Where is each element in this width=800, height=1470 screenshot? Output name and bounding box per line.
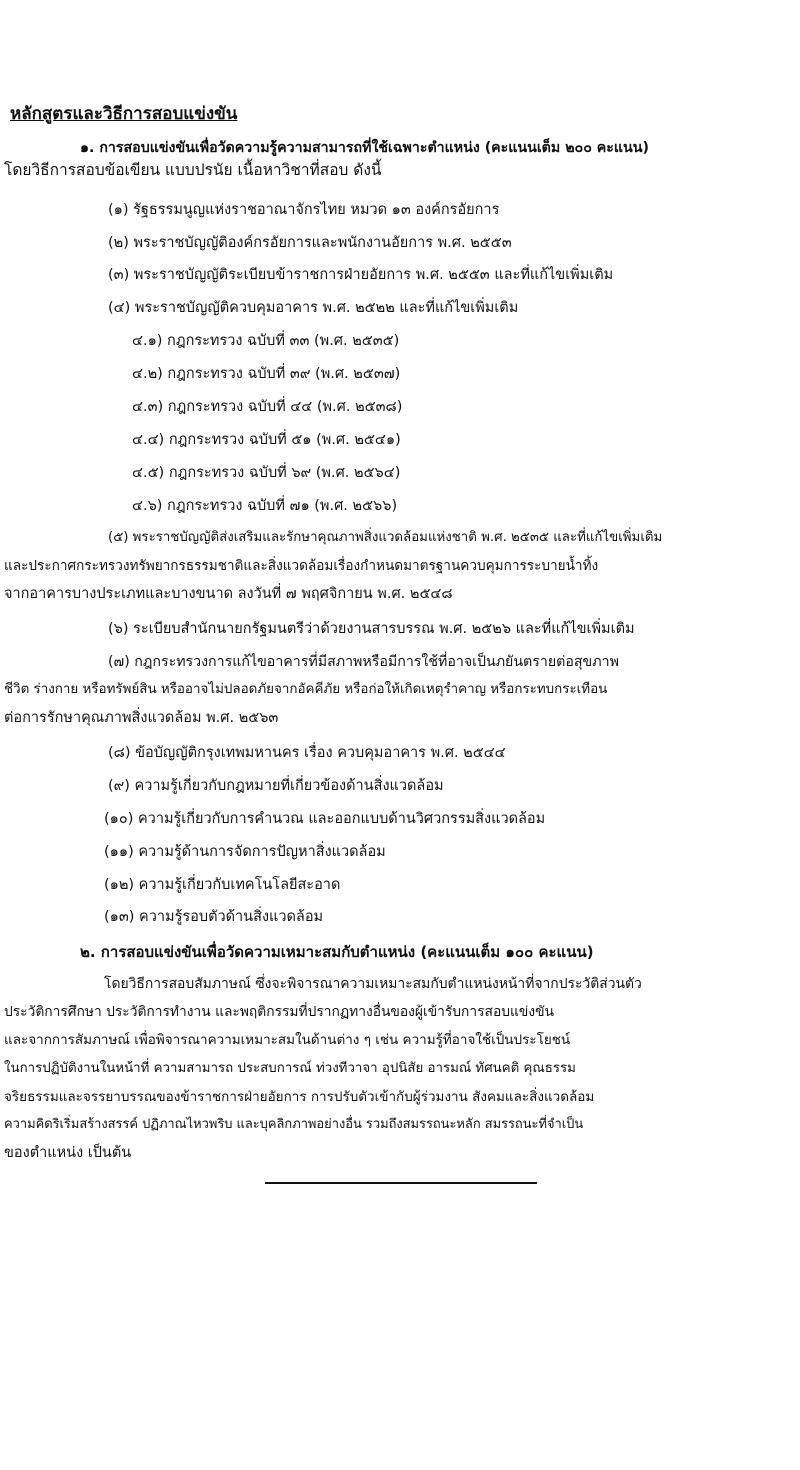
exam-topic-item-7-line: ต่อการรักษาคุณภาพสิ่งแวดล้อม พ.ศ. ๒๕๖๓ — [4, 710, 279, 726]
exam-topic-item: (๖) ระเบียบสำนักนายกรัฐมนตรีว่าด้วยงานสารบรรณ พ.ศ. ๒๕๒๖ และที่แก้ไขเพิ่มเติม — [108, 621, 635, 637]
section2-title: ๒. การสอบแข่งขันเพื่อวัดความเหมาะสมกับตำแหน่ง (คะแนนเต็ม ๑๐๐ คะแนน) — [80, 943, 594, 961]
exam-topic-item: (๑๑) ความรู้ด้านการจัดการปัญหาสิ่งแวดล้อม — [104, 844, 386, 860]
exam-topic-item: (๔) พระราชบัญญัติควบคุมอาคาร พ.ศ. ๒๕๒๒ และที่แก้ไขเพิ่มเติม — [108, 300, 519, 316]
section2-paragraph-line: และจากการสัมภาษณ์ เพื่อพิจารณาความเหมาะสมในด้านต่าง ๆ เช่น ความรู้ที่อาจใช้เป็นประโยชน์ — [4, 1032, 571, 1048]
ministerial-regulation-item: ๔.๔) กฎกระทรวง ฉบับที่ ๕๑ (พ.ศ. ๒๕๔๑) — [132, 432, 401, 448]
exam-topic-item-5-line: (๕) พระราชบัญญัติส่งเสริมและรักษาคุณภาพสิ่งแวดล้อมแห่งชาติ พ.ศ. ๒๕๓๕ และที่แก้ไขเพิ่มเติม — [108, 530, 663, 545]
exam-topic-item: (๑๐) ความรู้เกี่ยวกับการคำนวณ และออกแบบด้านวิศวกรรมสิ่งแวดล้อม — [104, 811, 546, 827]
section2-paragraph-line: ความคิดริเริ่มสร้างสรรค์ ปฏิภาณไหวพริบ และบุคลิกภาพอย่างอื่น รวมถึงสมรรถนะหลัก สมรรถนะที่จำเป็น — [4, 1117, 584, 1132]
ministerial-regulation-item: ๔.๕) กฎกระทรวง ฉบับที่ ๖๙ (พ.ศ. ๒๕๖๔) — [132, 465, 401, 481]
document-heading: หลักสูตรและวิธีการสอบแข่งขัน — [10, 104, 238, 124]
exam-topic-item: (๑๒) ความรู้เกี่ยวกับเทคโนโลยีสะอาด — [104, 877, 341, 893]
exam-topic-item: (๑๓) ความรู้รอบตัวด้านสิ่งแวดล้อม — [104, 909, 324, 925]
exam-topic-item: (๑) รัฐธรรมนูญแห่งราชอาณาจักรไทย หมวด ๑๓ องค์กรอัยการ — [108, 202, 500, 218]
end-divider — [265, 1182, 537, 1184]
section1-intro: โดยวิธีการสอบข้อเขียน แบบปรนัย เนื้อหาวิชาที่สอบ ดังนี้ — [4, 161, 382, 179]
exam-topic-item-5-line: จากอาคารบางประเภทและบางขนาด ลงวันที่ ๗ พฤศจิกายน พ.ศ. ๒๕๔๘ — [4, 586, 453, 602]
exam-topic-item: (๓) พระราชบัญญัติระเบียบข้าราชการฝ่ายอัยการ พ.ศ. ๒๕๕๓ และที่แก้ไขเพิ่มเติม — [108, 267, 614, 283]
ministerial-regulation-item: ๔.๑) กฎกระทรวง ฉบับที่ ๓๓ (พ.ศ. ๒๕๓๕) — [132, 333, 400, 349]
ministerial-regulation-item: ๔.๓) กฎกระทรวง ฉบับที่ ๔๔ (พ.ศ. ๒๕๓๘) — [132, 399, 403, 415]
exam-topic-item-7-line: ชีวิต ร่างกาย หรือทรัพย์สิน หรืออาจไม่ปลอดภัยจากอัคคีภัย หรือก่อให้เกิดเหตุรำคาญ หรือกระทบกระเทือน — [4, 682, 608, 697]
section2-paragraph-line: ประวัติการศึกษา ประวัติการทำงาน และพฤติกรรมที่ปรากฏทางอื่นของผู้เข้ารับการสอบแข่งขัน — [4, 1004, 554, 1020]
ministerial-regulation-item: ๔.๖) กฎกระทรวง ฉบับที่ ๗๑ (พ.ศ. ๒๕๖๖) — [132, 498, 398, 514]
section2-paragraph-line: โดยวิธีการสอบสัมภาษณ์ ซึ่งจะพิจารณาความเหมาะสมกับตำแหน่งหน้าที่จากประวัติส่วนตัว — [104, 976, 642, 992]
section2-paragraph-line: ในการปฏิบัติงานในหน้าที่ ความสามารถ ประสบการณ์ ท่วงทีวาจา อุปนิสัย อารมณ์ ทัศนคติ คุณธรรม — [4, 1061, 576, 1076]
section2-paragraph-line: จริยธรรมและจรรยาบรรณของข้าราชการฝ่ายอัยการ การปรับตัวเข้ากับผู้ร่วมงาน สังคมและสิ่งแวดล้อม — [4, 1089, 595, 1105]
exam-topic-item: (๘) ข้อบัญญัติกรุงเทพมหานคร เรื่อง ควบคุมอาคาร พ.ศ. ๒๕๔๔ — [108, 745, 506, 761]
exam-topic-item-5-line: และประกาศกระทรวงทรัพยากรธรรมชาติและสิ่งแวดล้อมเรื่องกำหนดมาตรฐานควบคุมการระบายน้ำทิ้ง — [4, 558, 599, 574]
ministerial-regulation-item: ๔.๒) กฎกระทรวง ฉบับที่ ๓๙ (พ.ศ. ๒๕๓๗) — [132, 366, 401, 382]
exam-topic-item-7-line: (๗) กฎกระทรวงการแก้ไขอาคารที่มีสภาพหรือมีการใช้ที่อาจเป็นภยันตรายต่อสุขภาพ — [108, 654, 619, 670]
section1-title: ๑. การสอบแข่งขันเพื่อวัดความรู้ความสามารถที่ใช้เฉพาะตำแหน่ง (คะแนนเต็ม ๒๐๐ คะแนน) — [80, 140, 649, 156]
exam-topic-item: (๙) ความรู้เกี่ยวกับกฎหมายที่เกี่ยวข้องด้านสิ่งแวดล้อม — [108, 778, 444, 794]
exam-topic-item: (๒) พระราชบัญญัติองค์กรอัยการและพนักงานอัยการ พ.ศ. ๒๕๕๓ — [108, 235, 512, 251]
section2-paragraph-line: ของตำแหน่ง เป็นต้น — [4, 1145, 132, 1161]
